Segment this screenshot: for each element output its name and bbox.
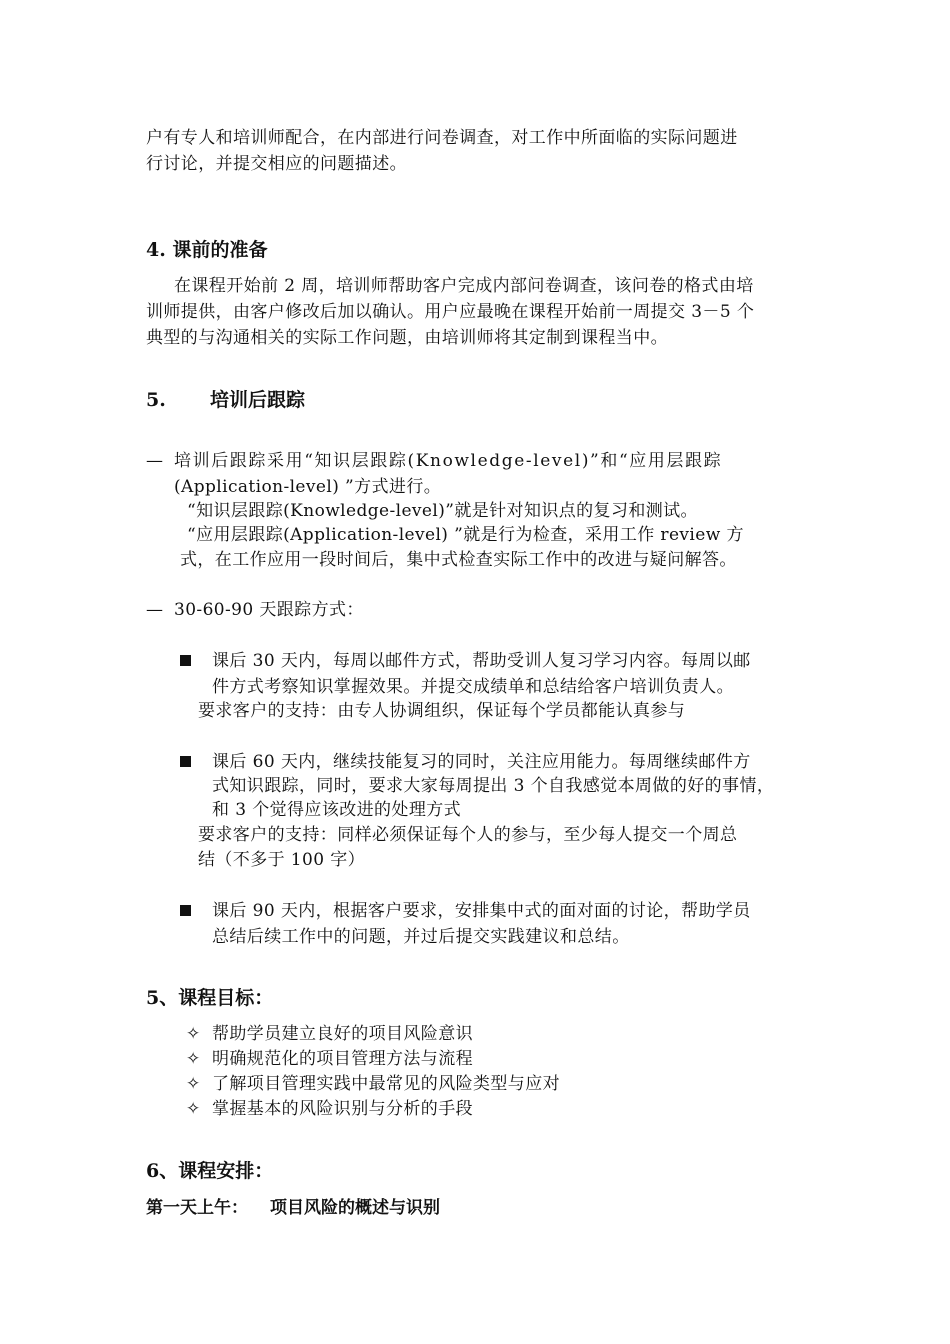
followup-line: 30-60-90 天跟踪方式： <box>174 600 364 620</box>
schedule-day-topic: 项目风险的概述与识别 <box>270 1198 440 1218</box>
diamond-bullet-icon: ✧ <box>186 1099 201 1119</box>
followup-line: 培训后跟踪采用“知识层跟踪(Knowledge-level)”和“应用层跟踪 <box>174 451 723 471</box>
diamond-bullet-icon: ✧ <box>186 1049 201 1069</box>
item-requirement: 结（不多于 100 字） <box>198 850 366 870</box>
section-5-number: 5. <box>146 389 166 411</box>
diamond-bullet-icon: ✧ <box>186 1024 201 1044</box>
square-bullet-icon <box>180 905 191 916</box>
goal-item: 明确规范化的项目管理方法与流程 <box>212 1049 473 1069</box>
schedule-heading: 6、课程安排： <box>146 1160 274 1182</box>
intro-line: 户有专人和培训师配合，在内部进行问卷调查，对工作中所面临的实际问题进 <box>146 128 738 148</box>
dash-marker: — <box>146 451 164 471</box>
item-requirement: 要求客户的支持：由专人协调组织，保证每个学员都能认真参与 <box>198 701 686 721</box>
section-4-line: 在课程开始前 2 周，培训师帮助客户完成内部问卷调查，该问卷的格式由培 <box>174 276 754 296</box>
intro-line: 行讨论，并提交相应的问题描述。 <box>146 154 407 174</box>
item-line: 总结后续工作中的问题，并过后提交实践建议和总结。 <box>212 927 630 947</box>
schedule-day-label: 第一天上午： <box>146 1198 248 1218</box>
item-requirement: 要求客户的支持：同样必须保证每个人的参与，至少每人提交一个周总 <box>198 825 738 845</box>
goal-item: 了解项目管理实践中最常见的风险类型与应对 <box>212 1074 560 1094</box>
item-line: 式知识跟踪，同时，要求大家每周提出 3 个自我感觉本周做的好的事情， <box>212 776 775 796</box>
item-line: 件方式考察知识掌握效果。并提交成绩单和总结给客户培训负责人。 <box>212 677 734 697</box>
item-line: 课后 60 天内，继续技能复习的同时，关注应用能力。每周继续邮件方 <box>212 752 751 772</box>
section-4-line: 典型的与沟通相关的实际工作问题，由培训师将其定制到课程当中。 <box>146 328 668 348</box>
dash-marker: — <box>146 600 164 620</box>
followup-line: 式，在工作应用一段时间后，集中式检查实际工作中的改进与疑问解答。 <box>180 550 737 570</box>
item-line: 课后 30 天内，每周以邮件方式，帮助受训人复习学习内容。每周以邮 <box>212 651 751 671</box>
goal-item: 帮助学员建立良好的项目风险意识 <box>212 1024 473 1044</box>
section-4-heading: 4. 课前的准备 <box>146 239 268 261</box>
section-5-heading: 培训后跟踪 <box>210 389 306 411</box>
goal-item: 掌握基本的风险识别与分析的手段 <box>212 1099 473 1119</box>
goals-heading: 5、课程目标： <box>146 987 274 1009</box>
followup-line: “应用层跟踪(Application-level) ”就是行为检查，采用工作 review 方 <box>187 525 744 545</box>
diamond-bullet-icon: ✧ <box>186 1074 201 1094</box>
item-line: 和 3 个觉得应该改进的处理方式 <box>212 800 462 820</box>
square-bullet-icon <box>180 655 191 666</box>
followup-line: (Application-level) ”方式进行。 <box>174 477 442 497</box>
followup-line: “知识层跟踪(Knowledge-level)”就是针对知识点的复习和测试。 <box>187 501 698 521</box>
section-4-line: 训师提供，由客户修改后加以确认。用户应最晚在课程开始前一周提交 3－5 个 <box>146 302 755 322</box>
square-bullet-icon <box>180 756 191 767</box>
item-line: 课后 90 天内，根据客户要求，安排集中式的面对面的讨论，帮助学员 <box>212 901 751 921</box>
